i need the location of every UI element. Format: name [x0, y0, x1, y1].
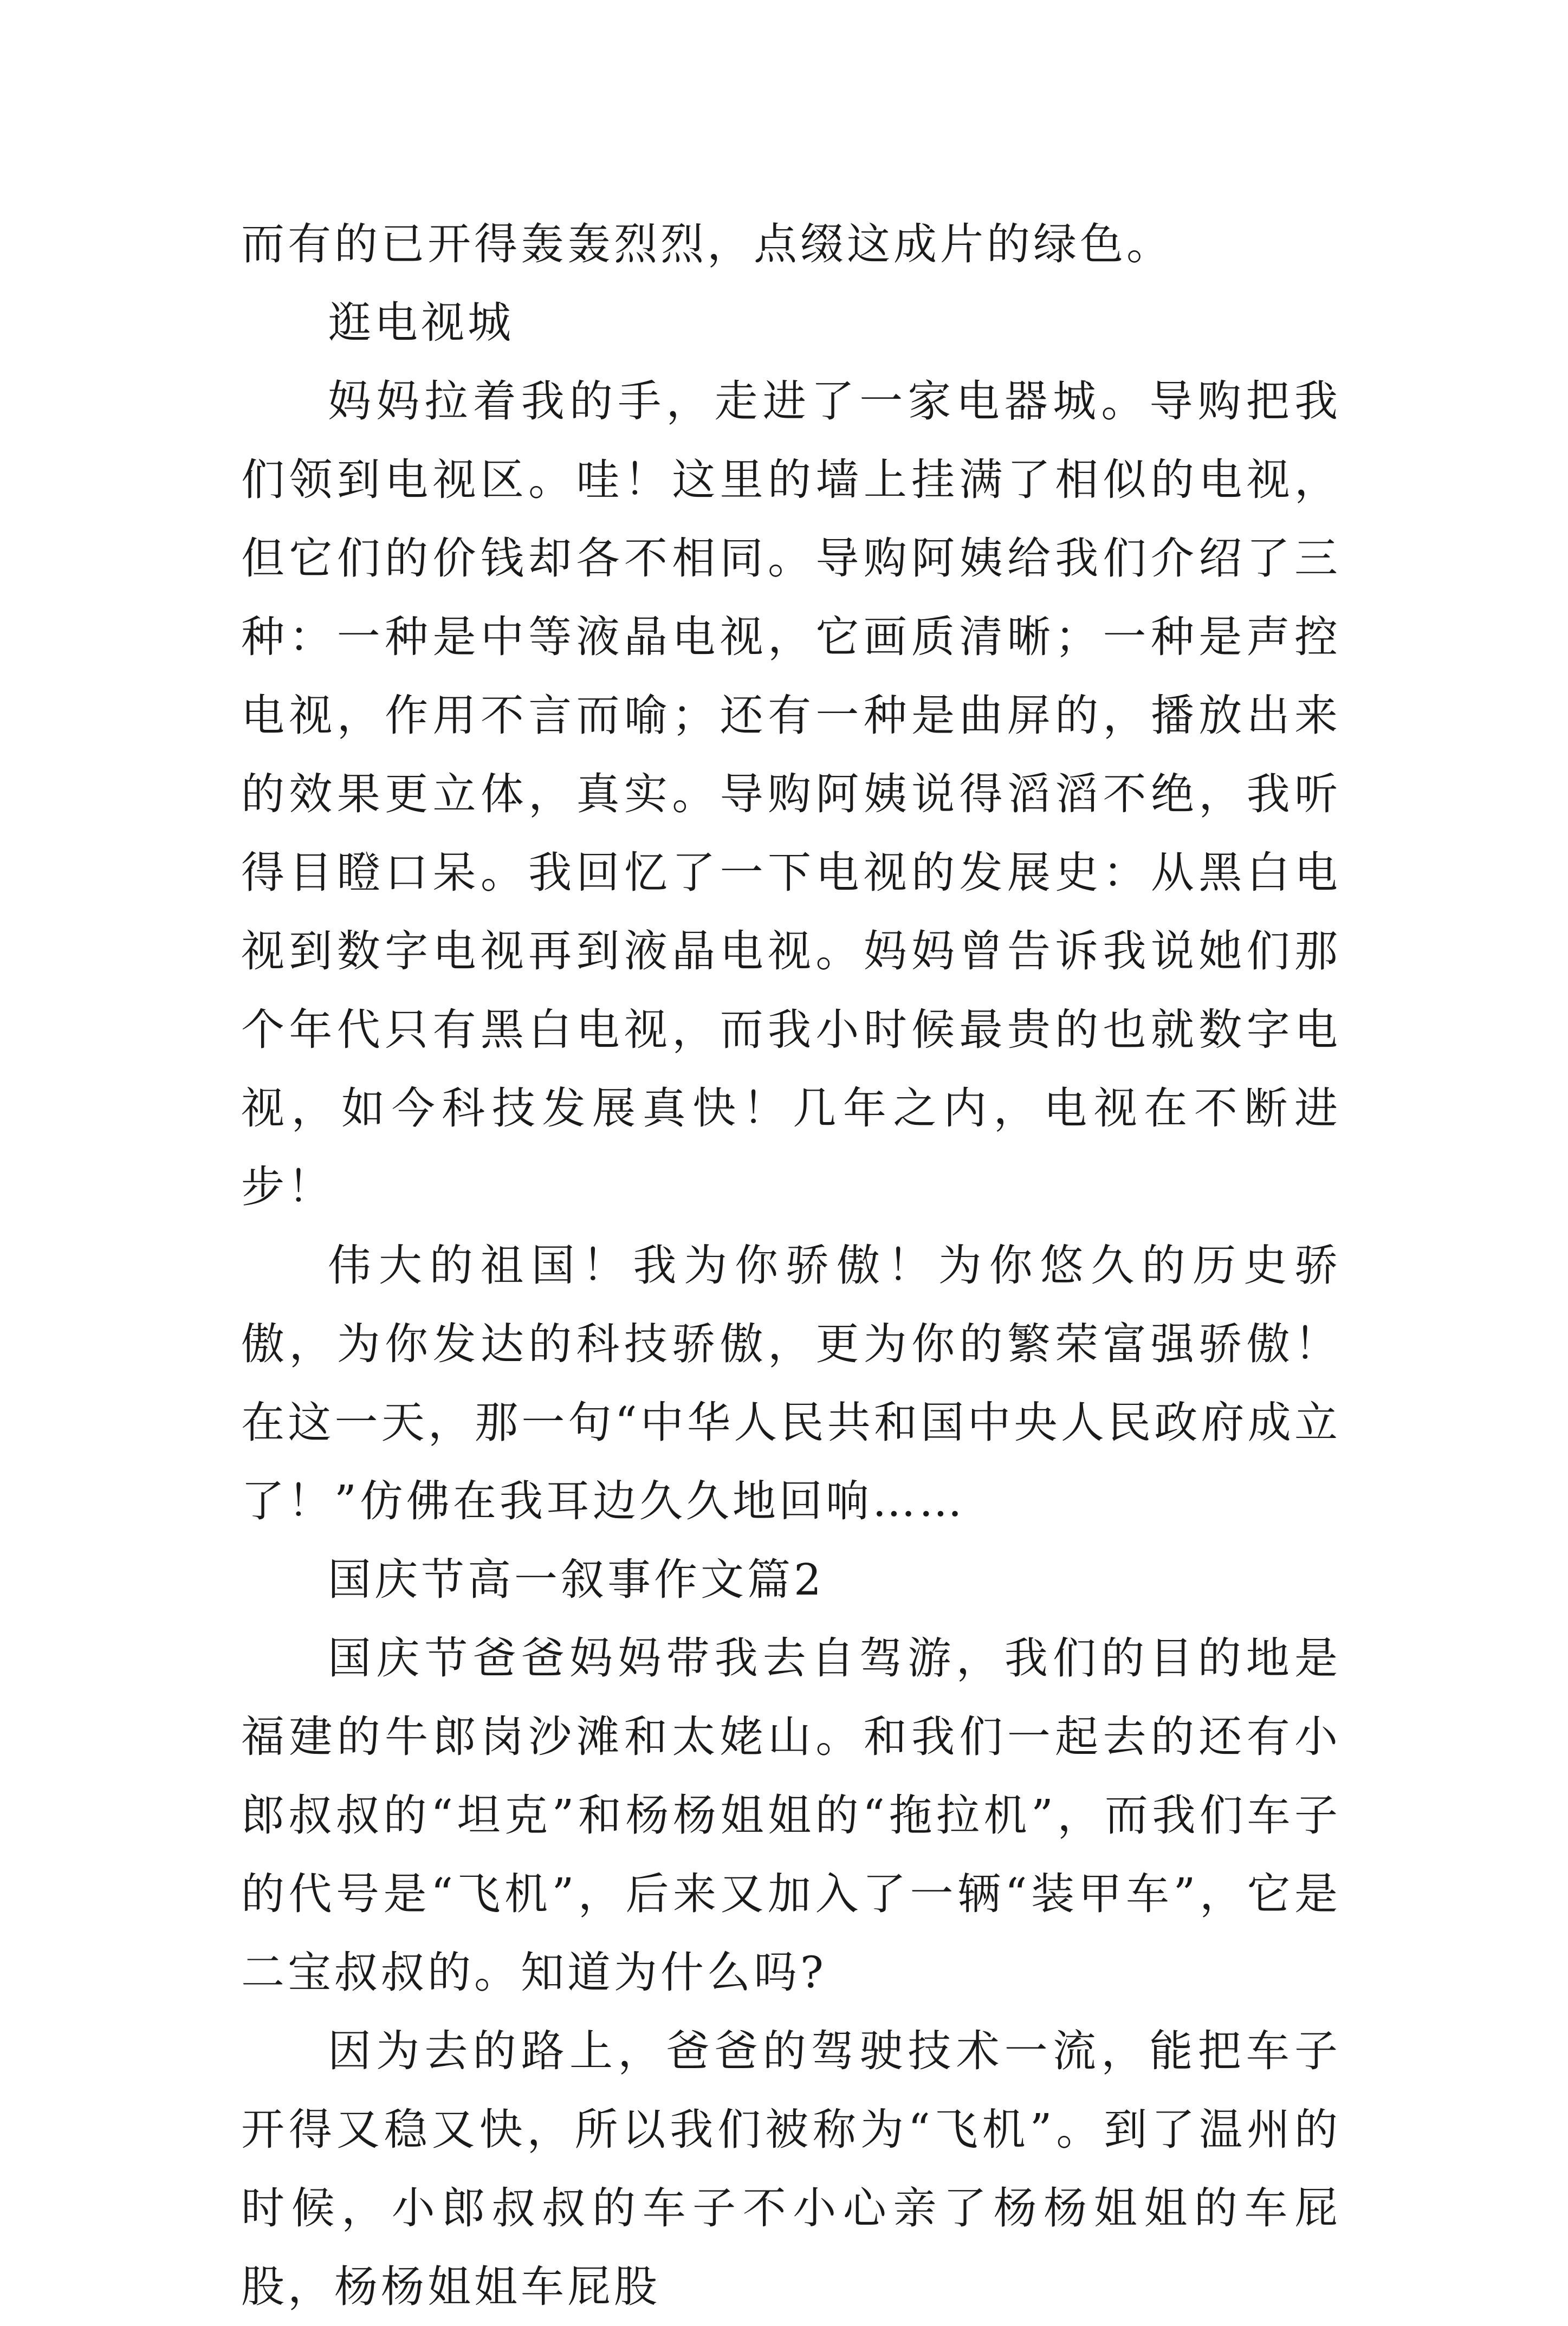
section-heading-essay-2: 国庆节高一叙事作文篇2 [328, 1554, 825, 1605]
paragraph-tv-city: 妈妈拉着我的手，走进了一家电器城。导购把我们领到电视区。哇！这里的墙上挂满了相似的电视，但它们的价钱却各不相同。导购阿姨给我们介绍了三种：一种是中等液晶电视，它画质清晰；一种是声控电视，作用不言而喻；还有一种是曲屏的，播放出来的效果更立体，真实。导购阿姨说得滔滔不绝，我听得目瞪口呆。我回忆了一下电视的发展史：从黑白电视到数字电视再到液晶电视。妈妈曾告诉我说她们那个年代只有黑白电视，而我小时候最贵的也就数字电视，如今科技发展真快！几年之内，电视在不断进步！ [241, 376, 1341, 1212]
paragraph-motherland: 伟大的祖国！我为你骄傲！为你悠久的历史骄傲，为你发达的科技骄傲，更为你的繁荣富强骄傲！在这一天，那一句“中华人民共和国中央人民政府成立了！”仿佛在我耳边久久地回响…… [241, 1240, 1341, 1526]
paragraph-1: 而有的已开得轰轰烈烈，点缀这成片的绿色。 [241, 219, 1173, 269]
section-heading-tv-city: 逛电视城 [328, 297, 514, 348]
document-body [241, 205, 1341, 2326]
paragraph-road-trip: 国庆节爸爸妈妈带我去自驾游，我们的目的地是福建的牛郎岗沙滩和太姥山。和我们一起去的还有小郎叔叔的“坦克”和杨杨姐姐的“拖拉机”，而我们车子的代号是“飞机”，后来又加入了一辆“装甲车”，它是二宝叔叔的。知道为什么吗? [241, 1633, 1341, 1998]
paragraph-airplane: 因为去的路上，爸爸的驾驶技术一流，能把车子开得又稳又快，所以我们被称为“飞机”。到了温州的时候，小郎叔叔的车子不小心亲了杨杨姐姐的车屁股，杨杨姐姐车屁股 [241, 2026, 1341, 2312]
